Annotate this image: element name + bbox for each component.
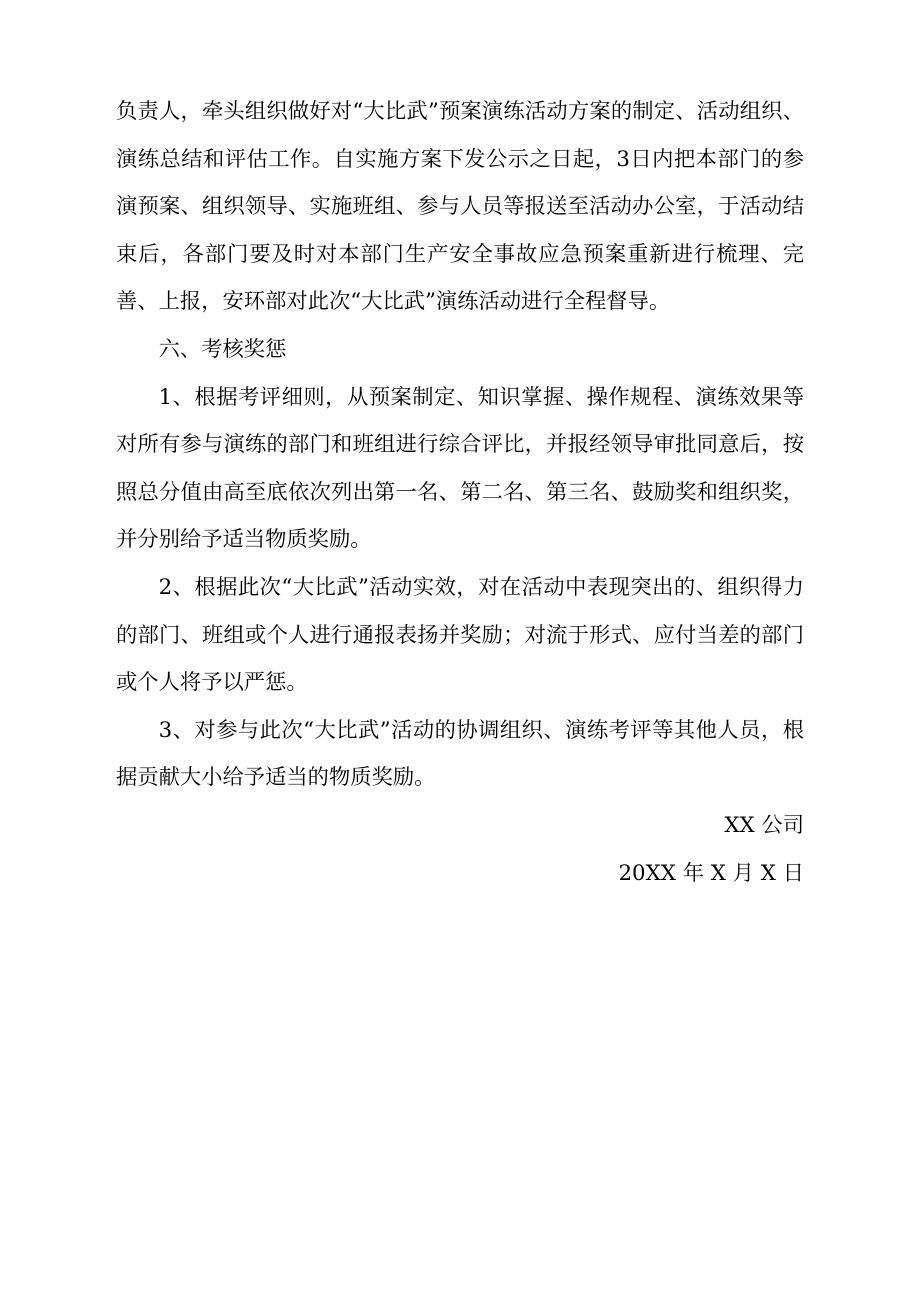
signature-company: XX 公司 [724,812,804,838]
list-item-3: 3、对参与此次“大比武”活动的协调组织、演练考评等其他人员，根据贡献大小给予适当的物质奖励。 [116,717,804,791]
signature-date: 20XX 年 X 月 X 日 [618,860,804,886]
paragraph-responsibility: 负责人，牵头组织做好对“大比武”预案演练活动方案的制定、活动组织、演练总结和评估工作。自实施方案下发公示之日起，3日内把本部门的参演预案、组织领导、实施班组、参与人员等报送至活动办公室，于活动结束后，各部门要及时对本部门生产安全事故应急预案重新进行梳理、完善、上报，安环部对此次“大比武”演练活动进行全程督导。 [116,99,804,315]
list-item-1: 1、根据考评细则，从预案制定、知识掌握、操作规程、演练效果等对所有参与演练的部门和班组进行综合评比，并报经领导审批同意后，按照总分值由高至底依次列出第一名、第二名、第三名、鼓励奖和组织奖，并分别给予适当物质奖励。 [116,384,804,553]
section-heading-assessment: 六、考核奖惩 [158,336,287,362]
document-body [116,88,804,897]
list-item-2: 2、根据此次“大比武”活动实效，对在活动中表现突出的、组织得力的部门、班组或个人进行通报表扬并奖励；对流于形式、应付当差的部门或个人将予以严惩。 [116,574,804,696]
